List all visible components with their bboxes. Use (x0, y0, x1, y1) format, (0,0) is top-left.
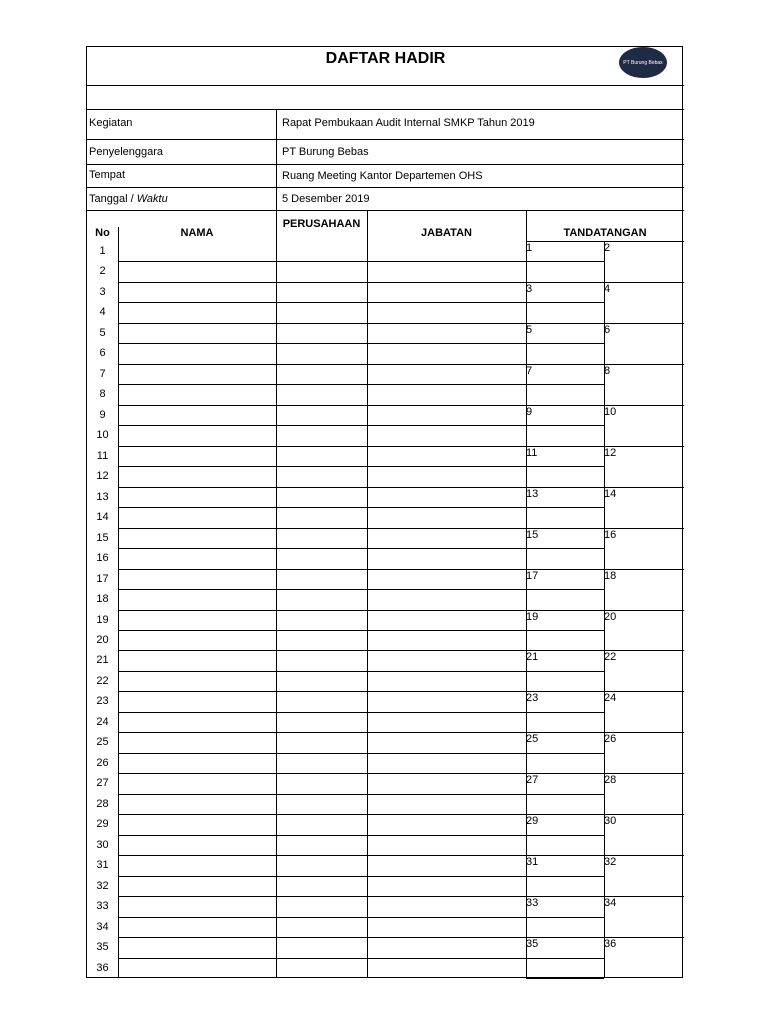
divider (118, 691, 526, 692)
divider (526, 302, 604, 303)
divider (276, 210, 277, 978)
divider (526, 671, 604, 672)
divider (526, 548, 604, 549)
row-number: 29 (96, 818, 109, 830)
signature-slot-number: 10 (604, 406, 617, 418)
divider (526, 835, 604, 836)
row-number: 3 (99, 286, 106, 298)
divider (118, 937, 526, 938)
signature-slot-number: 27 (526, 774, 539, 786)
divider (118, 732, 526, 733)
row-number: 25 (96, 736, 109, 748)
divider (87, 187, 684, 188)
signature-slot-number: 36 (604, 938, 617, 950)
divider (87, 210, 684, 211)
signature-slot-number: 18 (604, 570, 617, 582)
divider (118, 507, 526, 508)
divider (526, 978, 604, 979)
signature-slot-number: 31 (526, 856, 539, 868)
divider (118, 671, 526, 672)
value-kegiatan: Rapat Pembukaan Audit Internal SMKP Tahun 2019 (282, 117, 535, 129)
row-number: 5 (99, 327, 106, 339)
signature-slot-number: 33 (526, 897, 539, 909)
signature-slot-number: 25 (526, 733, 539, 745)
row-number: 33 (96, 900, 109, 912)
divider (118, 364, 526, 365)
row-number: 2 (99, 265, 106, 277)
signature-slot-number: 28 (604, 774, 617, 786)
divider (526, 630, 604, 631)
signature-slot-number: 12 (604, 447, 617, 459)
signature-slot-number: 11 (526, 447, 538, 459)
signature-slot-number: 19 (526, 611, 539, 623)
row-number: 24 (96, 716, 109, 728)
value-penyelenggara: PT Burung Bebas (282, 146, 369, 158)
row-number: 36 (96, 962, 109, 974)
divider (118, 261, 526, 262)
row-number: 19 (96, 614, 109, 626)
divider (526, 876, 604, 877)
signature-slot-number: 20 (604, 611, 617, 623)
divider (118, 773, 526, 774)
divider (118, 323, 526, 324)
signature-slot-number: 23 (526, 692, 539, 704)
divider (526, 753, 604, 754)
row-number: 8 (99, 388, 106, 400)
signature-slot-number: 35 (526, 938, 539, 950)
divider (118, 405, 526, 406)
divider (118, 896, 526, 897)
divider (526, 343, 604, 344)
signature-slot-number: 32 (604, 856, 617, 868)
divider (118, 227, 119, 978)
divider (118, 958, 526, 959)
value-tempat: Ruang Meeting Kantor Departemen OHS (282, 170, 483, 182)
divider (118, 343, 526, 344)
signature-slot-number: 17 (526, 570, 539, 582)
row-number: 21 (96, 654, 109, 666)
divider (118, 753, 526, 754)
row-number: 26 (96, 757, 109, 769)
signature-slot-number: 22 (604, 651, 617, 663)
divider (87, 109, 684, 110)
row-number: 6 (99, 347, 106, 359)
page-title: DAFTAR HADIR (325, 50, 446, 67)
row-number: 16 (96, 552, 109, 564)
divider (118, 548, 526, 549)
header-tandatangan: TANDATANGAN (563, 227, 647, 239)
divider (118, 876, 526, 877)
divider (118, 528, 526, 529)
row-number: 4 (99, 306, 106, 318)
divider (87, 139, 684, 140)
divider (118, 712, 526, 713)
signature-slot-number: 1 (526, 242, 533, 254)
divider (526, 712, 604, 713)
divider (87, 164, 684, 165)
divider (118, 650, 526, 651)
signature-slot-number: 13 (526, 488, 539, 500)
row-number: 1 (99, 245, 106, 257)
divider (118, 855, 526, 856)
divider (526, 384, 604, 385)
logo-text: PT Burung Bebas (623, 59, 663, 66)
signature-slot-number: 16 (604, 529, 617, 541)
row-number: 7 (99, 368, 106, 380)
row-number: 31 (96, 859, 109, 871)
divider (367, 210, 368, 978)
divider (118, 917, 526, 918)
divider (526, 917, 604, 918)
signature-slot-number: 6 (604, 324, 611, 336)
divider (118, 302, 526, 303)
divider (118, 466, 526, 467)
row-number: 17 (96, 573, 109, 585)
divider (118, 794, 526, 795)
signature-slot-number: 15 (526, 529, 539, 541)
company-logo (619, 47, 667, 78)
signature-slot-number: 7 (526, 365, 533, 377)
row-number: 11 (96, 450, 109, 462)
divider (526, 425, 604, 426)
divider (118, 569, 526, 570)
divider (118, 384, 526, 385)
divider (118, 282, 526, 283)
divider (118, 487, 526, 488)
signature-slot-number: 34 (604, 897, 617, 909)
attendance-sheet (86, 46, 683, 978)
divider (526, 507, 604, 508)
divider (118, 835, 526, 836)
divider (118, 610, 526, 611)
value-tanggal: 5 Desember 2019 (282, 193, 370, 205)
signature-slot-number: 14 (604, 488, 617, 500)
row-number: 13 (96, 491, 109, 503)
divider (118, 814, 526, 815)
row-number: 15 (96, 532, 109, 544)
row-number: 28 (96, 798, 109, 810)
signature-slot-number: 21 (526, 651, 539, 663)
row-number: 30 (96, 839, 109, 851)
row-number: 10 (96, 429, 109, 441)
divider (526, 958, 604, 959)
divider (526, 466, 604, 467)
divider (276, 109, 277, 210)
divider (526, 261, 604, 262)
label-kegiatan: Kegiatan (89, 117, 133, 129)
row-number: 35 (96, 941, 109, 953)
divider (118, 446, 526, 447)
header-nama: NAMA (180, 227, 214, 239)
signature-slot-number: 8 (604, 365, 611, 377)
row-number: 32 (96, 880, 109, 892)
signature-slot-number: 30 (604, 815, 617, 827)
row-number: 27 (96, 777, 109, 789)
divider (526, 589, 604, 590)
row-number: 12 (96, 470, 109, 482)
header-no: No (95, 227, 110, 239)
signature-slot-number: 29 (526, 815, 539, 827)
label-tempat: Tempat (89, 169, 126, 181)
row-number: 20 (96, 634, 109, 646)
row-number: 18 (96, 593, 109, 605)
signature-slot-number: 4 (604, 283, 611, 295)
label-waktu: Waktu (136, 193, 168, 205)
row-number: 9 (99, 409, 106, 421)
header-perusahaan: PERUSAHAAN (282, 218, 361, 230)
signature-slot-number: 2 (604, 242, 611, 254)
signature-slot-number: 5 (526, 324, 533, 336)
label-tanggal: Tanggal / (89, 193, 134, 205)
signature-slot-number: 3 (526, 283, 533, 295)
label-tanggal-waktu (89, 193, 168, 205)
signature-slot-number: 24 (604, 692, 617, 704)
signature-slot-number: 26 (604, 733, 617, 745)
row-number: 22 (96, 675, 109, 687)
divider (118, 425, 526, 426)
label-penyelenggara: Penyelenggara (89, 146, 164, 158)
divider (526, 794, 604, 795)
divider (118, 589, 526, 590)
divider (87, 85, 684, 86)
divider (118, 630, 526, 631)
row-number: 34 (96, 921, 109, 933)
row-number: 23 (96, 695, 109, 707)
row-number: 14 (96, 511, 109, 523)
header-jabatan: JABATAN (421, 227, 472, 239)
signature-slot-number: 9 (526, 406, 533, 418)
